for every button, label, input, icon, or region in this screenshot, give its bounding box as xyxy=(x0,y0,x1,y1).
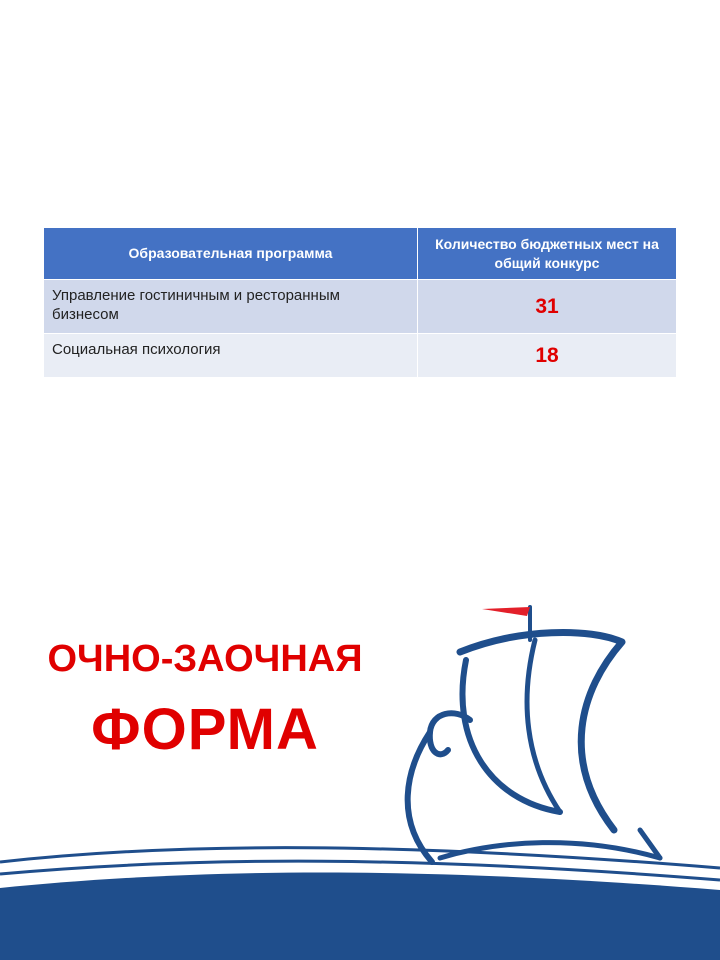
program-name: Управление гостиничным и ресторанным бизнесом xyxy=(44,280,418,334)
ship-logo-icon xyxy=(408,607,660,862)
table-row xyxy=(44,280,677,334)
header-seats: Количество бюджетных мест на общий конкурс xyxy=(418,228,677,280)
wave-decoration xyxy=(0,848,720,960)
program-name: Социальная психология xyxy=(44,334,418,378)
seat-count: 31 xyxy=(418,280,677,334)
table-header-row xyxy=(44,228,677,280)
form-title-line2: ФОРМА xyxy=(91,697,319,762)
form-title-line1: ОЧНО-ЗАОЧНАЯ xyxy=(47,638,363,680)
table-row xyxy=(44,334,677,378)
budget-places-table xyxy=(43,227,676,378)
header-program: Образовательная программа xyxy=(44,228,418,280)
seat-count: 18 xyxy=(418,334,677,378)
